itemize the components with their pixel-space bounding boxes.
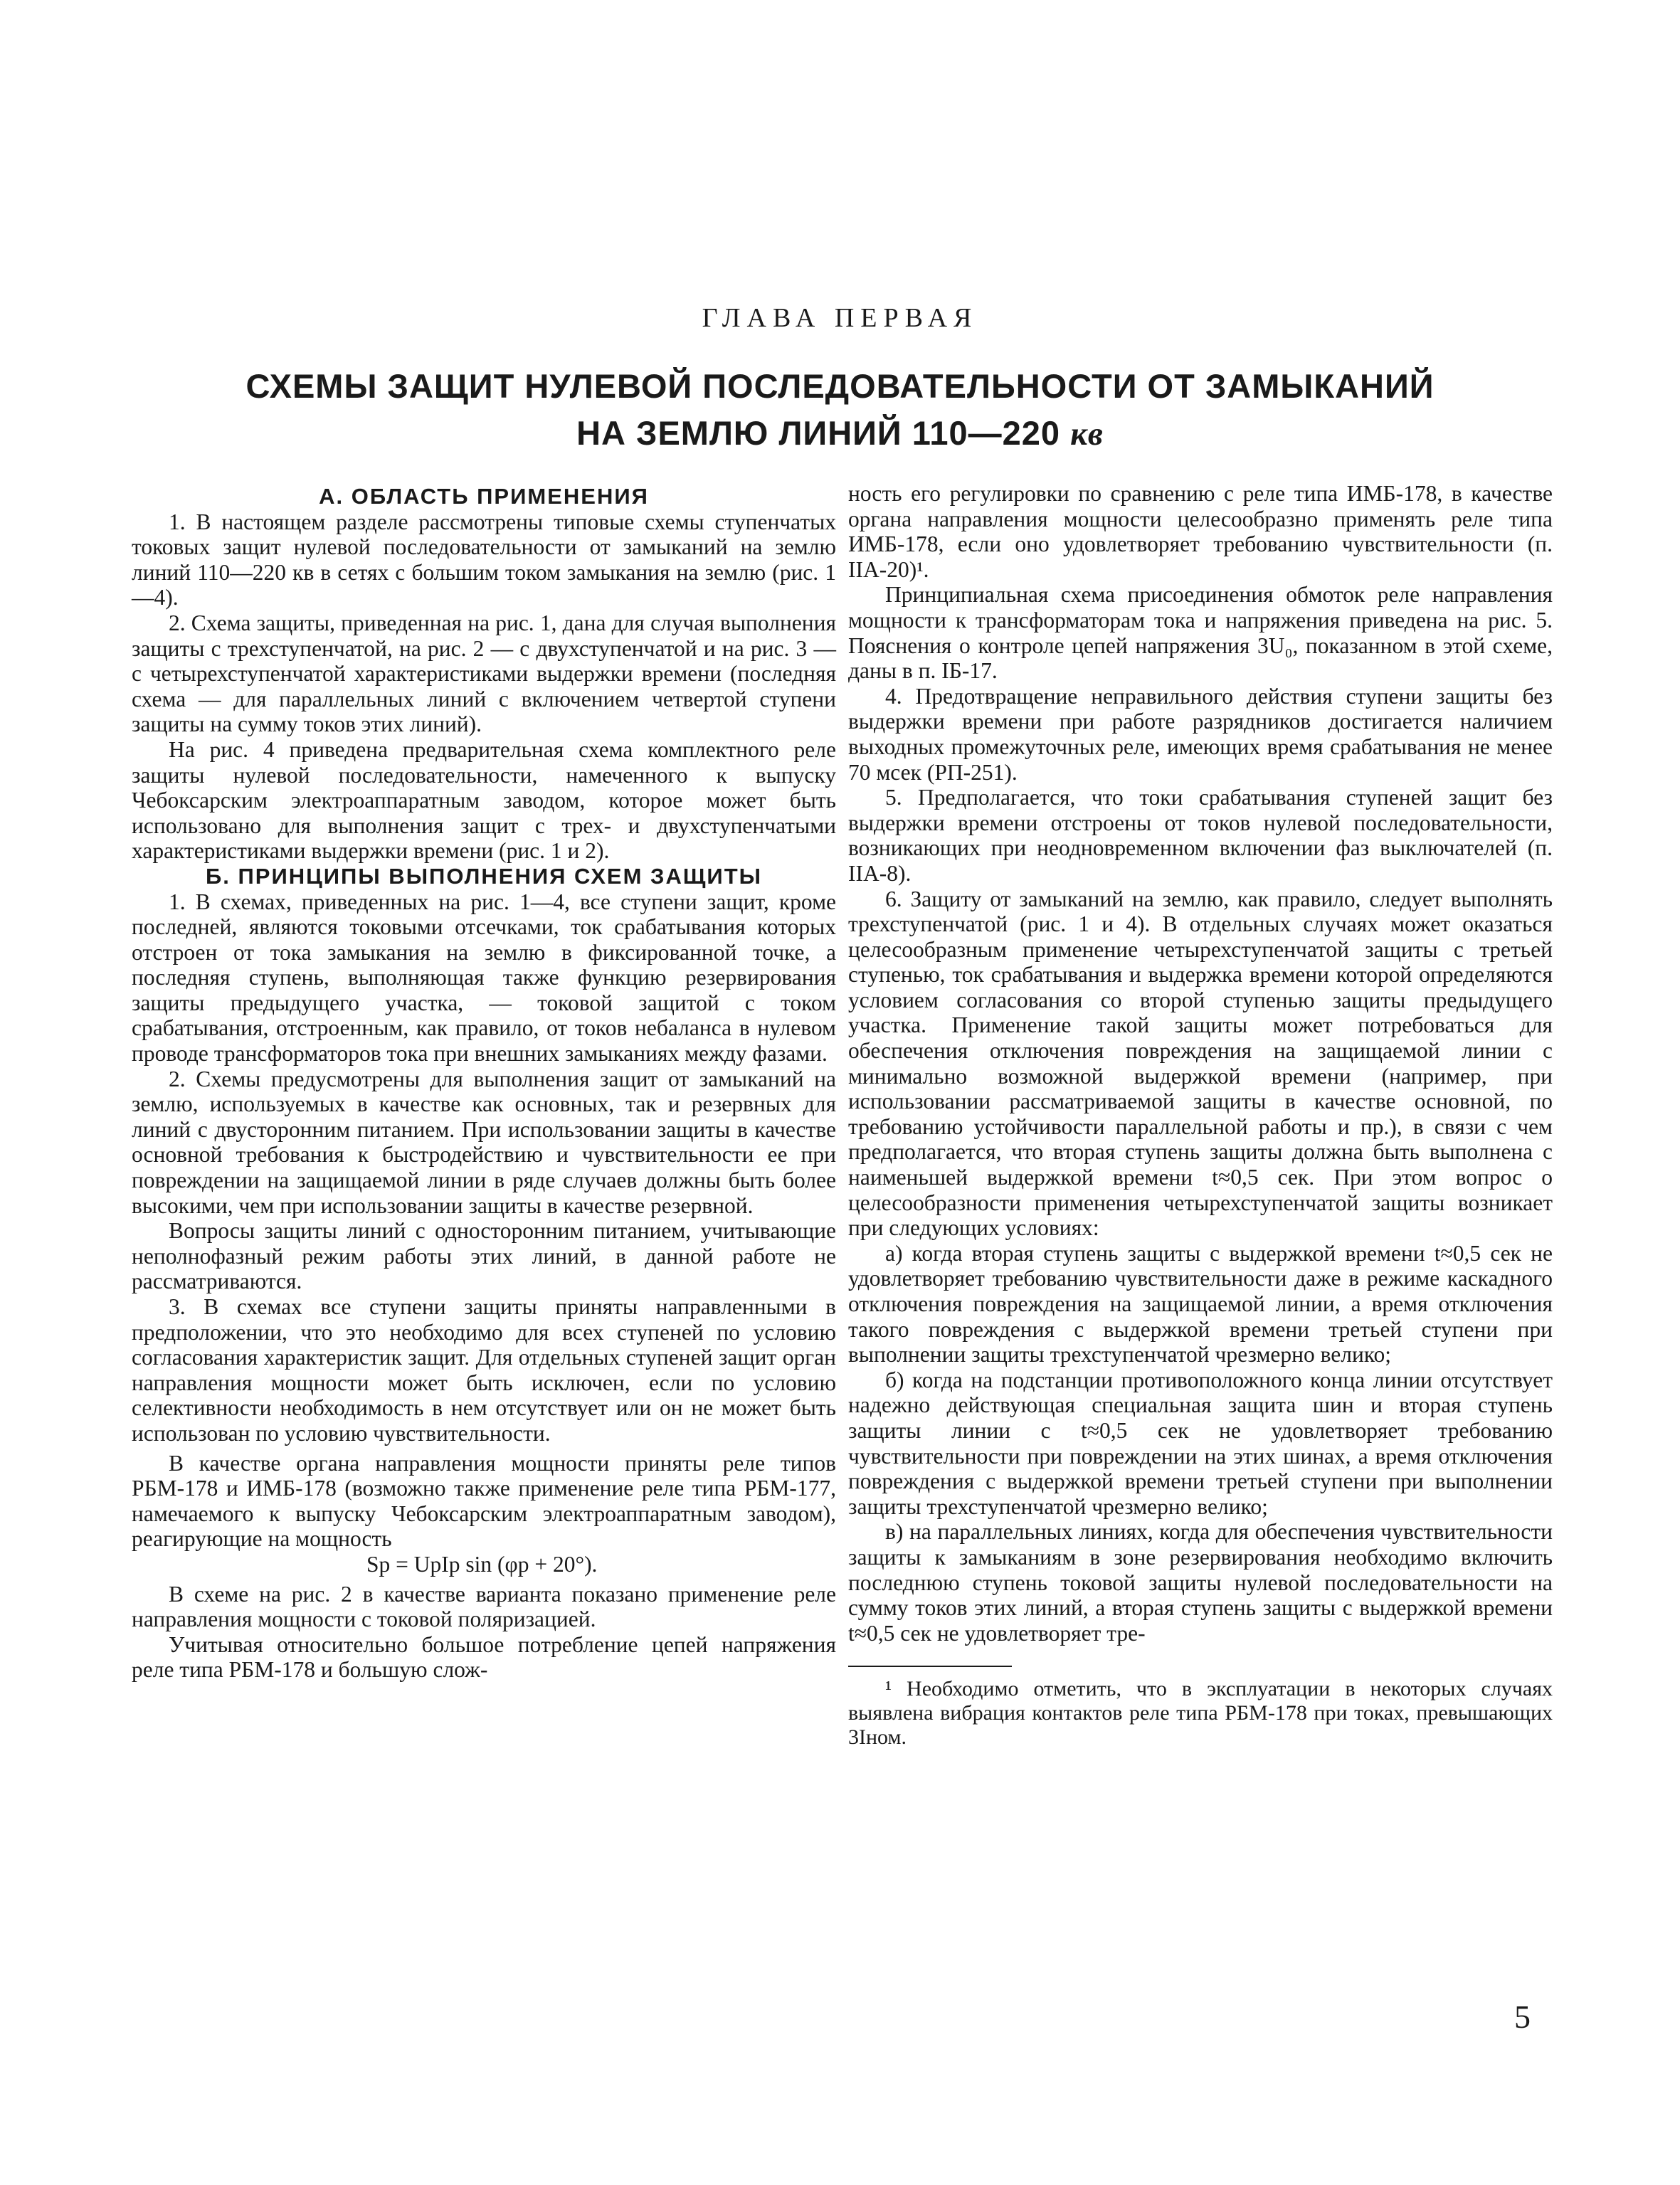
page-number: 5 bbox=[1514, 1999, 1531, 2035]
section-b-paragraph-5: В качестве органа направления мощности приняты реле типов РБМ-178 и ИМБ-178 (возможно также применение реле типа РБМ-177, намечаемого к выпуску Чебоксарским электроаппаратным заводом), реагирующие на мощность bbox=[132, 1450, 836, 1552]
section-b-heading: Б. ПРИНЦИПЫ ВЫПОЛНЕНИЯ СХЕМ ЗАЩИТЫ bbox=[206, 863, 762, 889]
right-paragraph-continuation: ность его регулировки по сравнению с реле типа ИМБ-178, в качестве органа направления мощности целесообразно применять реле типа ИМБ-178, если оно удовлетворяет требованию чувствительности (п. IIА-20)¹. bbox=[848, 481, 1553, 582]
footnote: ¹ Необходимо отметить, что в эксплуатации в некоторых случаях выявлена вибрация контактов реле типа РБМ-178 при токах, превышающих 3Iном. bbox=[848, 1677, 1553, 1750]
chapter-label: ГЛАВА ПЕРВАЯ bbox=[702, 303, 978, 333]
section-b-paragraph-4: 3. В схемах все ступени защиты приняты направленными в предположении, что это необходимо для всех ступеней по условию согласования характеристик защит. Для отдельных ступеней защит орган направления мощности может быть исключен, если по условию селективности необходимость в нем отсутствует или он не может быть использован по условию чувствительности. bbox=[132, 1294, 836, 1446]
power-formula: Sр = UрIр sin (φр + 20°). bbox=[366, 1551, 598, 1577]
section-a-heading: А. ОБЛАСТЬ ПРИМЕНЕНИЯ bbox=[319, 484, 649, 509]
section-a-paragraph-3: На рис. 4 приведена предварительная схема комплектного реле защиты нулевой последовательности, намеченного к выпуску Чебоксарским электроаппаратным заводом, которое может быть использовано для выполнения защит с трех- и двухступенчатыми характеристиками выдержки времени (рис. 1 и 2). bbox=[132, 736, 836, 864]
section-b-paragraph-6: В схеме на рис. 2 в качестве варианта показано применение реле направления мощности с токовой поляризацией. bbox=[132, 1581, 836, 1632]
section-a-paragraph-1: 1. В настоящем разделе рассмотрены типовые схемы ступенчатых токовых защит нулевой последовательности от замыканий на землю линий 110—220 кв в сетях с большим током замыкания на землю (рис. 1—4). bbox=[132, 509, 836, 610]
chapter-title bbox=[0, 363, 1680, 457]
right-paragraph-7: в) на параллельных линиях, когда для обеспечения чувствительности защиты к замыканиям в зоне резервирования необходимо включить последнюю ступень токовой защиты нулевой последовательности на сумму токов этих линий, а вторая ступень защиты с выдержкой времени t≈0,5 сек не удовлетворяет тре- bbox=[848, 1519, 1553, 1646]
right-paragraph-1: Принципиальная схема присоединения обмоток реле направления мощности к трансформаторам тока и напряжения приведена на рис. 5. Пояснения о контроле цепей напряжения 3U₀, показанном в этой схеме, даны в п. IБ-17. bbox=[848, 582, 1553, 684]
right-paragraph-6: б) когда на подстанции противоположного конца линии отсутствует надежно действующая специальная защита шин и вторая ступень защиты линии с t≈0,5 сек не удовлетворяет требованию чувствительности при повреждении на этих шинах, а время отключения повреждения с выдержкой времени третьей ступени при выполнении защиты трехступенчатой чрезмерно велико; bbox=[848, 1367, 1553, 1519]
right-paragraph-2: 4. Предотвращение неправильного действия ступени защиты без выдержки времени при работе разрядников достигается наличием выходных промежуточных реле, имеющих время срабатывания не менее 70 мсек (РП-251). bbox=[848, 683, 1553, 785]
chapter-title-line-2 bbox=[0, 410, 1680, 457]
section-b-paragraph-7: Учитывая относительно большое потребление цепей напряжения реле типа РБМ-178 и большую слож- bbox=[132, 1631, 836, 1683]
footnote-rule bbox=[848, 1666, 1012, 1667]
chapter-title-line-2-main: НА ЗЕМЛЮ ЛИНИЙ 110—220 bbox=[576, 414, 1061, 452]
section-b-paragraph-3: Вопросы защиты линий с односторонним питанием, учитывающие неполнофазный режим работы этих линий, в данной работе не рассматриваются. bbox=[132, 1218, 836, 1294]
left-column bbox=[132, 484, 836, 1683]
chapter-title-line-1: СХЕМЫ ЗАЩИТ НУЛЕВОЙ ПОСЛЕДОВАТЕЛЬНОСТИ ОТ ЗАМЫКАНИЙ bbox=[245, 367, 1435, 405]
right-paragraph-5: а) когда вторая ступень защиты с выдержкой времени t≈0,5 сек не удовлетворяет требованию чувствительности даже в режиме каскадного отключения повреждения на защищаемой линии, а время отключения такого повреждения с выдержкой времени третьей ступени при выполнении защиты трехступенчатой чрезмерно велико; bbox=[848, 1240, 1553, 1367]
chapter-title-unit: кв bbox=[1070, 416, 1104, 453]
right-paragraph-3: 5. Предполагается, что токи срабатывания ступеней защит без выдержки времени отстроены от токов нулевой последовательности, возникающих при неодновременном включении фаз выключателей (п. IIА-8). bbox=[848, 785, 1553, 886]
right-column bbox=[848, 481, 1553, 1750]
section-b-paragraph-2: 2. Схемы предусмотрены для выполнения защит от замыканий на землю, используемых в качестве как основных, так и резервных для линий с двусторонним питанием. При использовании защиты в качестве основной требования к быстродействию и чувствительности ее при повреждении на защищаемой линии в ряде случаев должны быть более высокими, чем при использовании защиты в качестве резервной. bbox=[132, 1066, 836, 1218]
section-a-paragraph-2: 2. Схема защиты, приведенная на рис. 1, дана для случая выполнения защиты с трехступенчатой, на рис. 2 — с двухступенчатой и на рис. 3 — с четырехступенчатой характеристиками выдержки времени (последняя схема — для параллельных линий с включением четвертой ступени защиты на сумму токов этих линий). bbox=[132, 610, 836, 737]
right-paragraph-4: 6. Защиту от замыканий на землю, как правило, следует выполнять трехступенчатой (рис. 1 и 4). В отдельных случаях может оказаться целесообразным применение четырехступенчатой защиты с третьей ступенью, ток срабатывания и выдержка времени которой определяются условием согласования со второй ступенью защиты предыдущего участка. Применение такой защиты может потребоваться для обеспечения отключения повреждения на защищаемой линии с минимально возможной выдержкой времени (например, при использовании рассматриваемой защиты в качестве основной, по требованию устойчивости параллельной работы и пр.), в связи с чем предполагается, что вторая ступень защиты должна быть выполнена с наименьшей выдержкой времени t≈0,5 сек. При этом вопрос о целесообразности применения четырехступенчатой защиты возникает при следующих условиях: bbox=[848, 886, 1553, 1241]
section-b-paragraph-1: 1. В схемах, приведенных на рис. 1—4, все ступени защит, кроме последней, являются токовыми отсечками, ток срабатывания которых отстроен от тока замыкания на землю в фиксированной точке, а последняя ступень, выполняющая также функцию резервирования защиты предыдущего участка, — токовой защитой с током срабатывания, отстроенным, как правило, от токов небаланса в нулевом проводе трансформаторов тока при внешних замыканиях между фазами. bbox=[132, 889, 836, 1067]
